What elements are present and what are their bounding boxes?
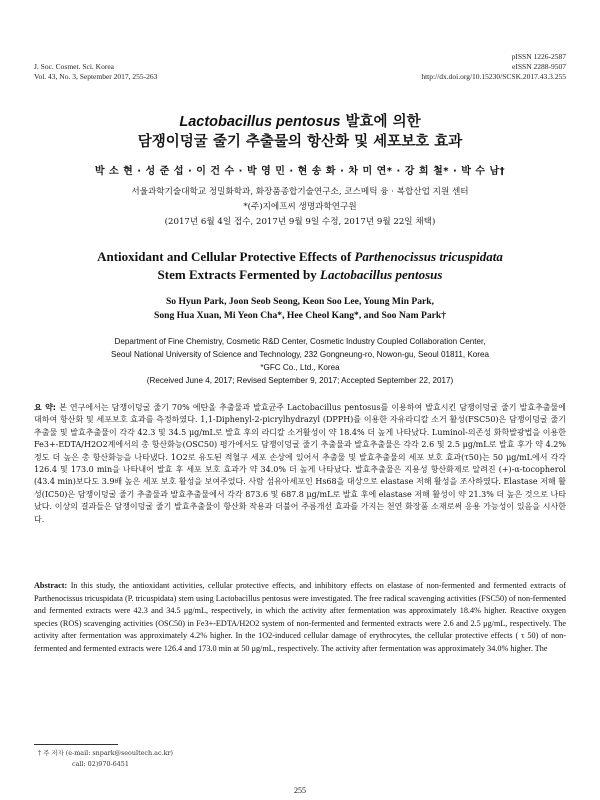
korean-title-line2: 담쟁이덩굴 줄기 추출물의 항산화 및 세포보호 효과 (137, 134, 463, 150)
doi-link[interactable]: http://dx.doi.org/10.15230/SCSK.2017.43.3.255 (421, 72, 566, 81)
korean-abstract-label: 요 약: (34, 403, 56, 412)
english-received-dates: (Received June 4, 2017; Revised September 9, 2017; Accepted September 22, 2017) (146, 376, 454, 385)
english-authors (40, 295, 560, 323)
english-title-line2: Stem Extracts Fermented by (157, 267, 321, 282)
english-abstract-label: Abstract: (34, 581, 68, 590)
english-affiliation-line3: *GFC Co., Ltd., Korea (260, 363, 340, 372)
korean-affiliation (40, 185, 560, 230)
korean-abstract-text: 본 연구에서는 담쟁이덩굴 줄기 70% 에탄올 추출물과 발효균주 Lactobacillus pentosus를 이용하여 발효시킨 담쟁이덩굴 줄기 발효추출물에 대하여 항산화 및 세포보호 효과를 측정하였다. 1,1-Diphenyl-2-picrylhydrazyl (DPPH)를 이용한 자유라디칼 소거 활성(FSC50)은 담쟁이덩굴 줄기 추출물 및 발효추출물이 각각 42.3 및 34.5 μg/mL로 발효 후의 라디칼 소거활성이 약 18.4% 더 높게 나타났다. Luminol-의존성 화학발광법을 이용한 Fe3+-EDTA/H2O2계에서의 총 항산화능(OSC50) 평가에서도 담쟁이덩굴 줄기 추출물과 발효추출물은 각각 2.6 및 2.5 μg/mL로 발효 후가 약 4.2% 정도 더 높은 총 항산화능을 나타냈다. 1O2로 유도된 적혈구 세포 손상에 있어서 추출물 및 발효추출물의 세포 보호 효과(τ50)는 50 μg/mL에서 각각 126.4 및 173.0 min을 나타내어 발효 후 세포 보호 효과가 약 34.0% 더 높게 나타났다. 발효추출물은 지용성 항산화제로 알려진 (+)-α-tocopherol (43.4 min)보다도 3.9배 높은 세포 보호 활성을 보여주었다. 사람 섬유아세포인 Hs68을 대상으로 elastase 저해 활성을 조사하였다. Elastase 저해 활성(IC50)은 담쟁이덩굴 줄기 추출물과 발효추출물에서 각각 873.6 및 687.8 μg/mL로 발효 후에 elastase 저해 활성이 약 21.3% 더 높은 것으로 나타났다. 이상의 결과들은 담쟁이덩굴 줄기 발효추출물이 항산화 작용과 더불어 주름개선 효과를 가지는 천연 화장품 소재로써 응용 가능성이 있음을 시사한다. (34, 403, 566, 524)
korean-title-species: Lactobacillus pentosus (179, 114, 341, 130)
page-number: 255 (294, 786, 306, 795)
english-affiliation (30, 335, 570, 387)
korean-abstract (34, 402, 566, 526)
korean-affiliation-line2: *(주)지에프씨 생명과학연구원 (243, 202, 357, 212)
english-title-species2: Lactobacillus pentosus (320, 267, 443, 282)
journal-issn-block (421, 52, 566, 82)
journal-citation-block (34, 62, 157, 82)
eissn: eISSN 2288-9507 (512, 62, 566, 71)
english-authors-line2: Song Hua Xuan, Mi Yeon Cha*, Hee Cheol Kang*, and Soo Nam Park† (153, 310, 447, 321)
korean-affiliation-line1: 서울과학기술대학교 정밀화학과, 화장품종합기술연구소, 코스메틱 융 · 복합산업 지원 센터 (131, 187, 469, 197)
footnote-divider (34, 744, 118, 745)
journal-volume: Vol. 43, No. 3, September 2017, 255-263 (34, 72, 158, 81)
korean-received-dates: (2017년 6월 4일 접수, 2017년 9월 9일 수정, 2017년 9월 22일 채택) (164, 217, 436, 227)
footnote-email: † 주 저자 (e-mail: snpark@seoultech.ac.kr) (38, 749, 173, 757)
english-title (40, 248, 560, 284)
english-affiliation-line1: Department of Fine Chemistry, Cosmetic R&D Center, Cosmetic Industry Coupled Collaboration Center, (114, 337, 486, 346)
english-abstract (34, 580, 566, 656)
footnote-phone: call: 02)970-6451 (72, 760, 129, 768)
english-title-species1: Parthenocissus tricuspidata (354, 249, 503, 264)
english-title-line1: Antioxidant and Cellular Protective Effects of (97, 249, 355, 264)
corresponding-author-footnote (38, 748, 173, 770)
english-authors-line1: So Hyun Park, Joon Seob Seong, Keon Soo Lee, Young Min Park, (165, 296, 435, 307)
korean-authors: 박 소 현 · 성 준 섭 · 이 건 수 · 박 영 민 · 현 송 화 · 차 미 연* · 강 희 철* · 박 수 남† (94, 166, 506, 177)
english-abstract-text: In this study, the antioxidant activities, cellular protective effects, and inhibitory effects on elastase of non-fermented and fermented extracts of Parthenocissus tricuspidata (P. tricuspidata) stem using Lactobacillus pentosus were investigated. The free radical scavenging activities (FSC50) of non-fermented and fermented extracts were 42.3 and 34.5 μg/mL, respectively, in which the activity after fermentation was approximately 18.4% higher. Reactive oxygen species (ROS) scavenging activities (OSC50) in Fe3+-EDTA/H2O2 system of non-fermented and fermented extracts were 2.6 and 2.5 μg/mL, respectively. The activity after fermentation was approximately 4.2% higher. In the 1O2-induced cellular damage of erythrocytes, the cellular protective effects ( τ 50) of non-fermented and fermented extracts were 126.4 and 173.0 min at 50 μg/mL, respectively. The activity after fermentation was approximately 34.0% higher. The (34, 581, 566, 653)
journal-name: J. Soc. Cosmet. Sci. Korea (34, 62, 114, 71)
korean-title (40, 112, 560, 152)
korean-title-line1: 발효에 의한 (340, 114, 421, 130)
pissn: pISSN 1226-2587 (511, 52, 566, 61)
english-affiliation-line2: Seoul National University of Science and Technology, 232 Gongneung-ro, Nowon-gu, Seoul 01811, Korea (111, 350, 489, 359)
